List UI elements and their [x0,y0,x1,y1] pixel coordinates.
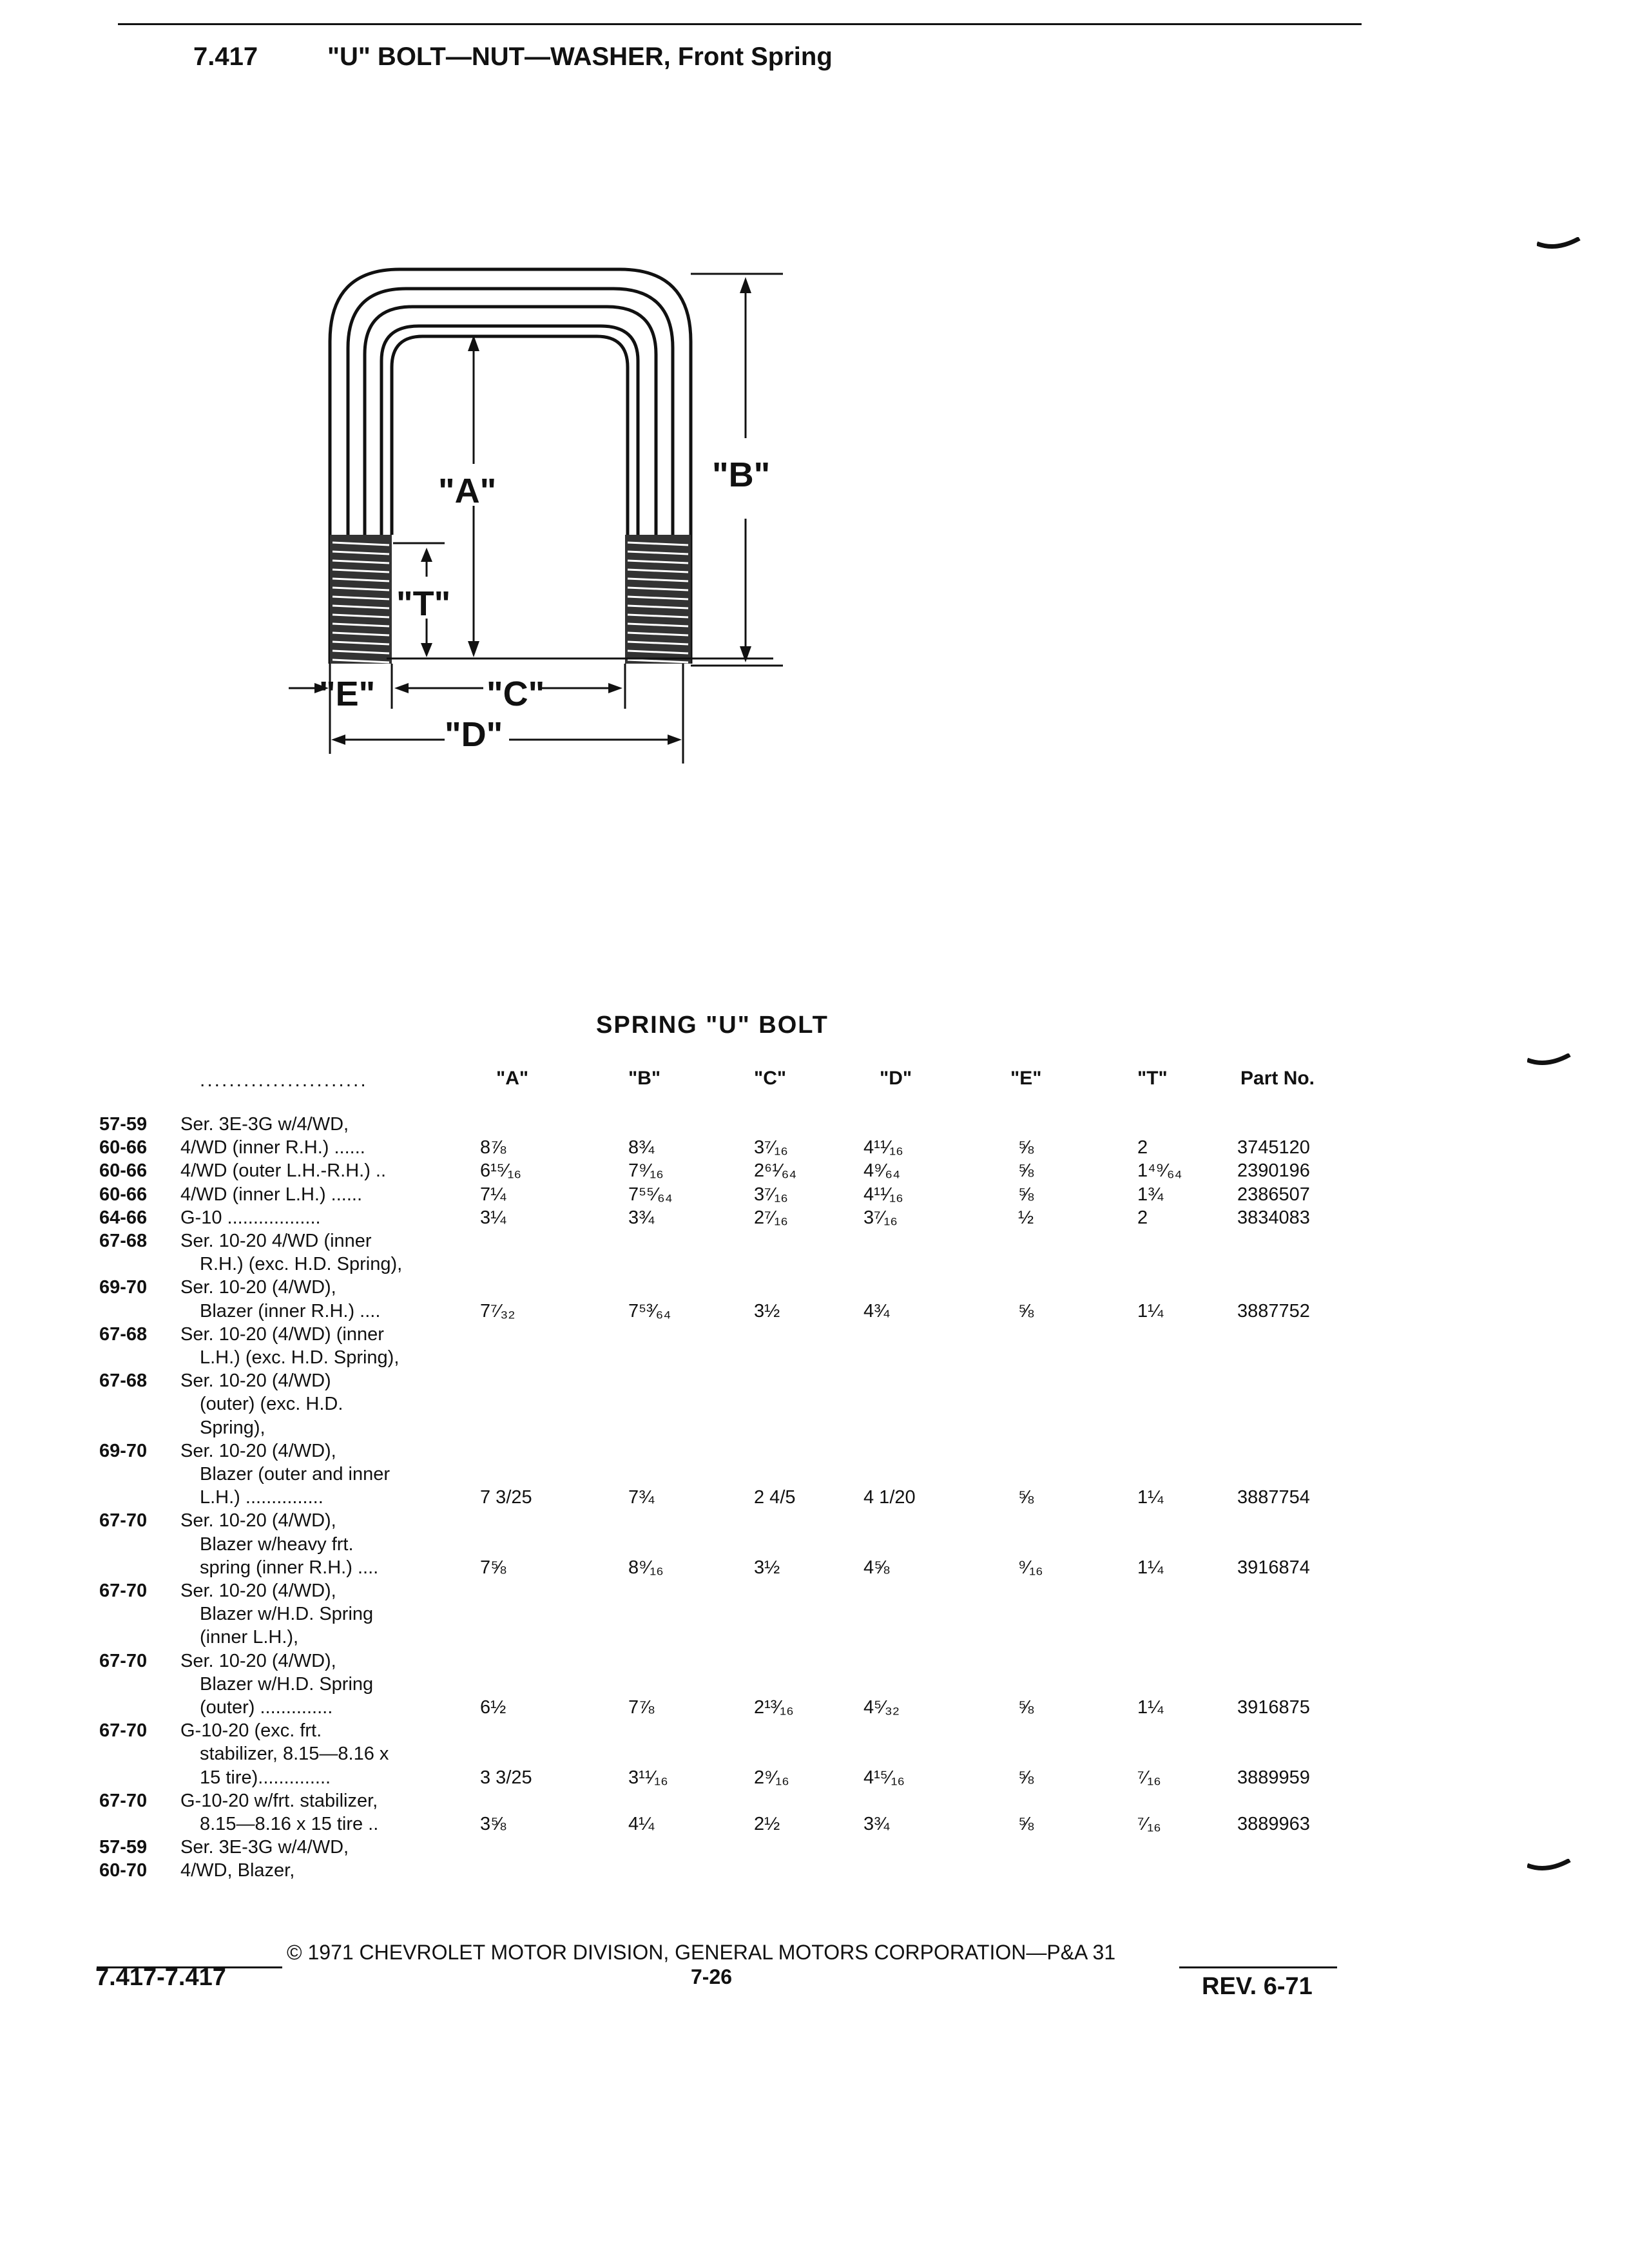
row-description: Ser. 10-20 (4/WD) (inner [180,1323,384,1345]
cell-t: ⁷⁄₁₆ [1137,1814,1161,1834]
cell-t: 1¾ [1137,1184,1164,1205]
row-year: 57-59 [99,1837,148,1858]
cell-t: 2 [1137,1137,1148,1158]
row-year: 60-66 [99,1137,148,1158]
row-description: L.H.) ............... [200,1487,323,1508]
row-description: 15 tire).............. [200,1767,331,1788]
binder-mark-2 [1527,1053,1572,1073]
cell-a: 7 3/25 [480,1487,532,1508]
cell-d: 4⅝ [863,1557,890,1578]
cell-a: 3¼ [480,1207,506,1228]
header-a: "A" [496,1068,529,1089]
row-description: Ser. 10-20 4/WD (inner [180,1231,372,1251]
cell-d: 4¾ [863,1300,890,1321]
cell-t: 1¼ [1137,1487,1164,1508]
cell-d: 4 1/20 [863,1487,916,1508]
cell-e: ½ [1018,1207,1034,1228]
row-description: Ser. 10-20 (4/WD), [180,1277,336,1298]
row-description: Ser. 10-20 (4/WD), [180,1581,336,1601]
u-bolt-diagram [0,0,1629,805]
row-description: G-10-20 w/frt. stabilizer, [180,1790,378,1811]
row-description: (outer) (exc. H.D. [200,1394,343,1415]
row-year: 67-70 [99,1720,148,1742]
row-description: Ser. 3E-3G w/4/WD, [180,1114,349,1135]
cell-part-no: 3745120 [1237,1137,1310,1158]
footer-rule-right [1179,1966,1337,1968]
cell-a: 6½ [480,1697,506,1718]
cell-d: 4⁵⁄₃₂ [863,1697,900,1718]
row-year: 67-70 [99,1790,148,1811]
cell-part-no: 3887754 [1237,1487,1310,1508]
cell-e: ⅝ [1018,1184,1034,1205]
cell-c: 2 4/5 [754,1487,796,1508]
row-description: Ser. 10-20 (4/WD), [180,1440,336,1461]
binder-mark-1 [1537,237,1582,256]
label-t: "T" [396,584,451,623]
cell-t: ⁷⁄₁₆ [1137,1767,1161,1788]
row-year: 60-70 [99,1860,148,1881]
row-year: 64-66 [99,1207,148,1228]
row-description: Ser. 10-20 (4/WD), [180,1510,336,1532]
row-description: 4/WD (outer L.H.-R.H.) .. [180,1160,387,1182]
cell-a: 7⁷⁄₃₂ [480,1300,516,1321]
revision: REV. 6-71 [1202,1973,1313,2000]
row-year: 69-70 [99,1277,148,1298]
row-description: 4/WD (inner R.H.) ...... [180,1137,365,1158]
row-year: 69-70 [99,1440,148,1461]
row-description: Blazer w/heavy frt. [200,1533,354,1555]
label-b: "B" [712,456,771,494]
cell-b: 7¾ [628,1487,655,1508]
row-description: spring (inner R.H.) .... [200,1557,379,1578]
cell-c: 2⁹⁄₁₆ [754,1767,789,1788]
cell-b: 4¼ [628,1814,655,1834]
header-c: "C" [754,1068,787,1089]
cell-a: 3⅝ [480,1814,506,1834]
cell-c: 3½ [754,1300,780,1321]
header-d: "D" [880,1068,912,1089]
cell-b: 8¾ [628,1137,655,1158]
cell-e: ⅝ [1018,1487,1034,1508]
row-description: G-10-20 (exc. frt. [180,1720,322,1742]
row-description: (inner L.H.), [200,1627,299,1648]
cell-part-no: 2386507 [1237,1184,1310,1205]
cell-t: 2 [1137,1207,1148,1228]
cell-d: 3⁷⁄₁₆ [863,1207,898,1228]
page-title: "U" BOLT—NUT—WASHER, Front Spring [327,43,833,71]
cell-part-no: 3889959 [1237,1767,1310,1788]
cell-b: 8⁹⁄₁₆ [628,1557,664,1578]
cell-t: 1¼ [1137,1557,1164,1578]
cell-part-no: 3916875 [1237,1697,1310,1718]
row-description: L.H.) (exc. H.D. Spring), [200,1347,400,1368]
header-e: "E" [1010,1068,1042,1089]
cell-c: 2¹³⁄₁₆ [754,1697,794,1718]
section-number: 7.417 [193,43,258,71]
row-description: Blazer w/H.D. Spring [200,1673,374,1695]
label-a: "A" [438,472,497,510]
row-description: Ser. 10-20 (4/WD), [180,1650,336,1671]
cell-a: 7⅝ [480,1557,506,1578]
cell-t: 1¼ [1137,1697,1164,1718]
row-year: 67-70 [99,1510,148,1532]
header-leader: ....................... [200,1070,368,1091]
cell-d: 4¹¹⁄₁₆ [863,1184,903,1205]
cell-e: ⅝ [1018,1137,1034,1158]
label-c: "C" [487,675,545,713]
cell-d: 4⁹⁄₆₄ [863,1160,900,1182]
row-description: R.H.) (exc. H.D. Spring), [200,1254,403,1275]
cell-part-no: 2390196 [1237,1160,1310,1182]
cell-b: 7⅞ [628,1697,655,1718]
copyright-line: © 1971 CHEVROLET MOTOR DIVISION, GENERAL MOTORS CORPORATION—P&A 31 [287,1941,1116,1964]
row-year: 57-59 [99,1114,148,1135]
row-description: G-10 .................. [180,1207,321,1228]
row-description: 8.15—8.16 x 15 tire .. [200,1814,379,1834]
cell-e: ⅝ [1018,1814,1034,1834]
page-number: 7-26 [691,1965,733,1988]
row-description: Blazer (inner R.H.) .... [200,1300,381,1321]
cell-c: 2⁷⁄₁₆ [754,1207,788,1228]
cell-b: 7⁵⁵⁄₆₄ [628,1184,673,1205]
cell-e: ⁹⁄₁₆ [1018,1557,1043,1578]
cell-d: 4¹⁵⁄₁₆ [863,1767,905,1788]
header-b: "B" [628,1068,661,1089]
row-year: 67-68 [99,1231,148,1251]
cell-a: 7¼ [480,1184,506,1205]
cell-c: 3⁷⁄₁₆ [754,1137,788,1158]
row-description: Ser. 10-20 (4/WD) [180,1370,331,1392]
section-index: 7.417-7.417 [95,1964,226,1991]
label-e: "E" [319,675,376,713]
cell-b: 3¹¹⁄₁₆ [628,1767,668,1788]
cell-c: 2⁶¹⁄₆₄ [754,1160,797,1182]
row-year: 67-68 [99,1370,148,1392]
cell-c: 2½ [754,1814,780,1834]
cell-e: ⅝ [1018,1697,1034,1718]
cell-e: ⅝ [1018,1767,1034,1788]
cell-part-no: 3887752 [1237,1300,1310,1321]
row-year: 60-66 [99,1184,148,1205]
cell-c: 3⁷⁄₁₆ [754,1184,788,1205]
cell-part-no: 3834083 [1237,1207,1310,1228]
row-description: (outer) .............. [200,1697,333,1718]
header-t: "T" [1137,1068,1168,1089]
row-description: Blazer w/H.D. Spring [200,1604,374,1625]
row-year: 67-70 [99,1650,148,1671]
cell-d: 4¹¹⁄₁₆ [863,1137,903,1158]
header-part-no: Part No. [1240,1068,1315,1089]
cell-c: 3½ [754,1557,780,1578]
cell-t: 1⁴⁹⁄₆₄ [1137,1160,1182,1182]
cell-t: 1¼ [1137,1300,1164,1321]
cell-e: ⅝ [1018,1160,1034,1182]
cell-d: 3¾ [863,1814,890,1834]
row-description: Blazer (outer and inner [200,1464,390,1485]
row-year: 60-66 [99,1160,148,1182]
cell-part-no: 3916874 [1237,1557,1310,1578]
row-description: 4/WD (inner L.H.) ...... [180,1184,362,1205]
cell-b: 7⁹⁄₁₆ [628,1160,664,1182]
cell-part-no: 3889963 [1237,1814,1310,1834]
row-description: 4/WD, Blazer, [180,1860,295,1881]
row-description: stabilizer, 8.15—8.16 x [200,1744,389,1765]
row-year: 67-70 [99,1581,148,1601]
label-d: "D" [445,715,503,754]
row-year: 67-68 [99,1323,148,1345]
binder-mark-3 [1527,1859,1572,1878]
row-description: Ser. 3E-3G w/4/WD, [180,1837,349,1858]
cell-a: 8⅞ [480,1137,506,1158]
cell-a: 6¹⁵⁄₁₆ [480,1160,522,1182]
row-description: Spring), [200,1417,265,1438]
cell-e: ⅝ [1018,1300,1034,1321]
cell-b: 7⁵³⁄₆₄ [628,1300,671,1321]
cell-b: 3¾ [628,1207,655,1228]
cell-a: 3 3/25 [480,1767,532,1788]
table-title: SPRING "U" BOLT [596,1012,829,1039]
